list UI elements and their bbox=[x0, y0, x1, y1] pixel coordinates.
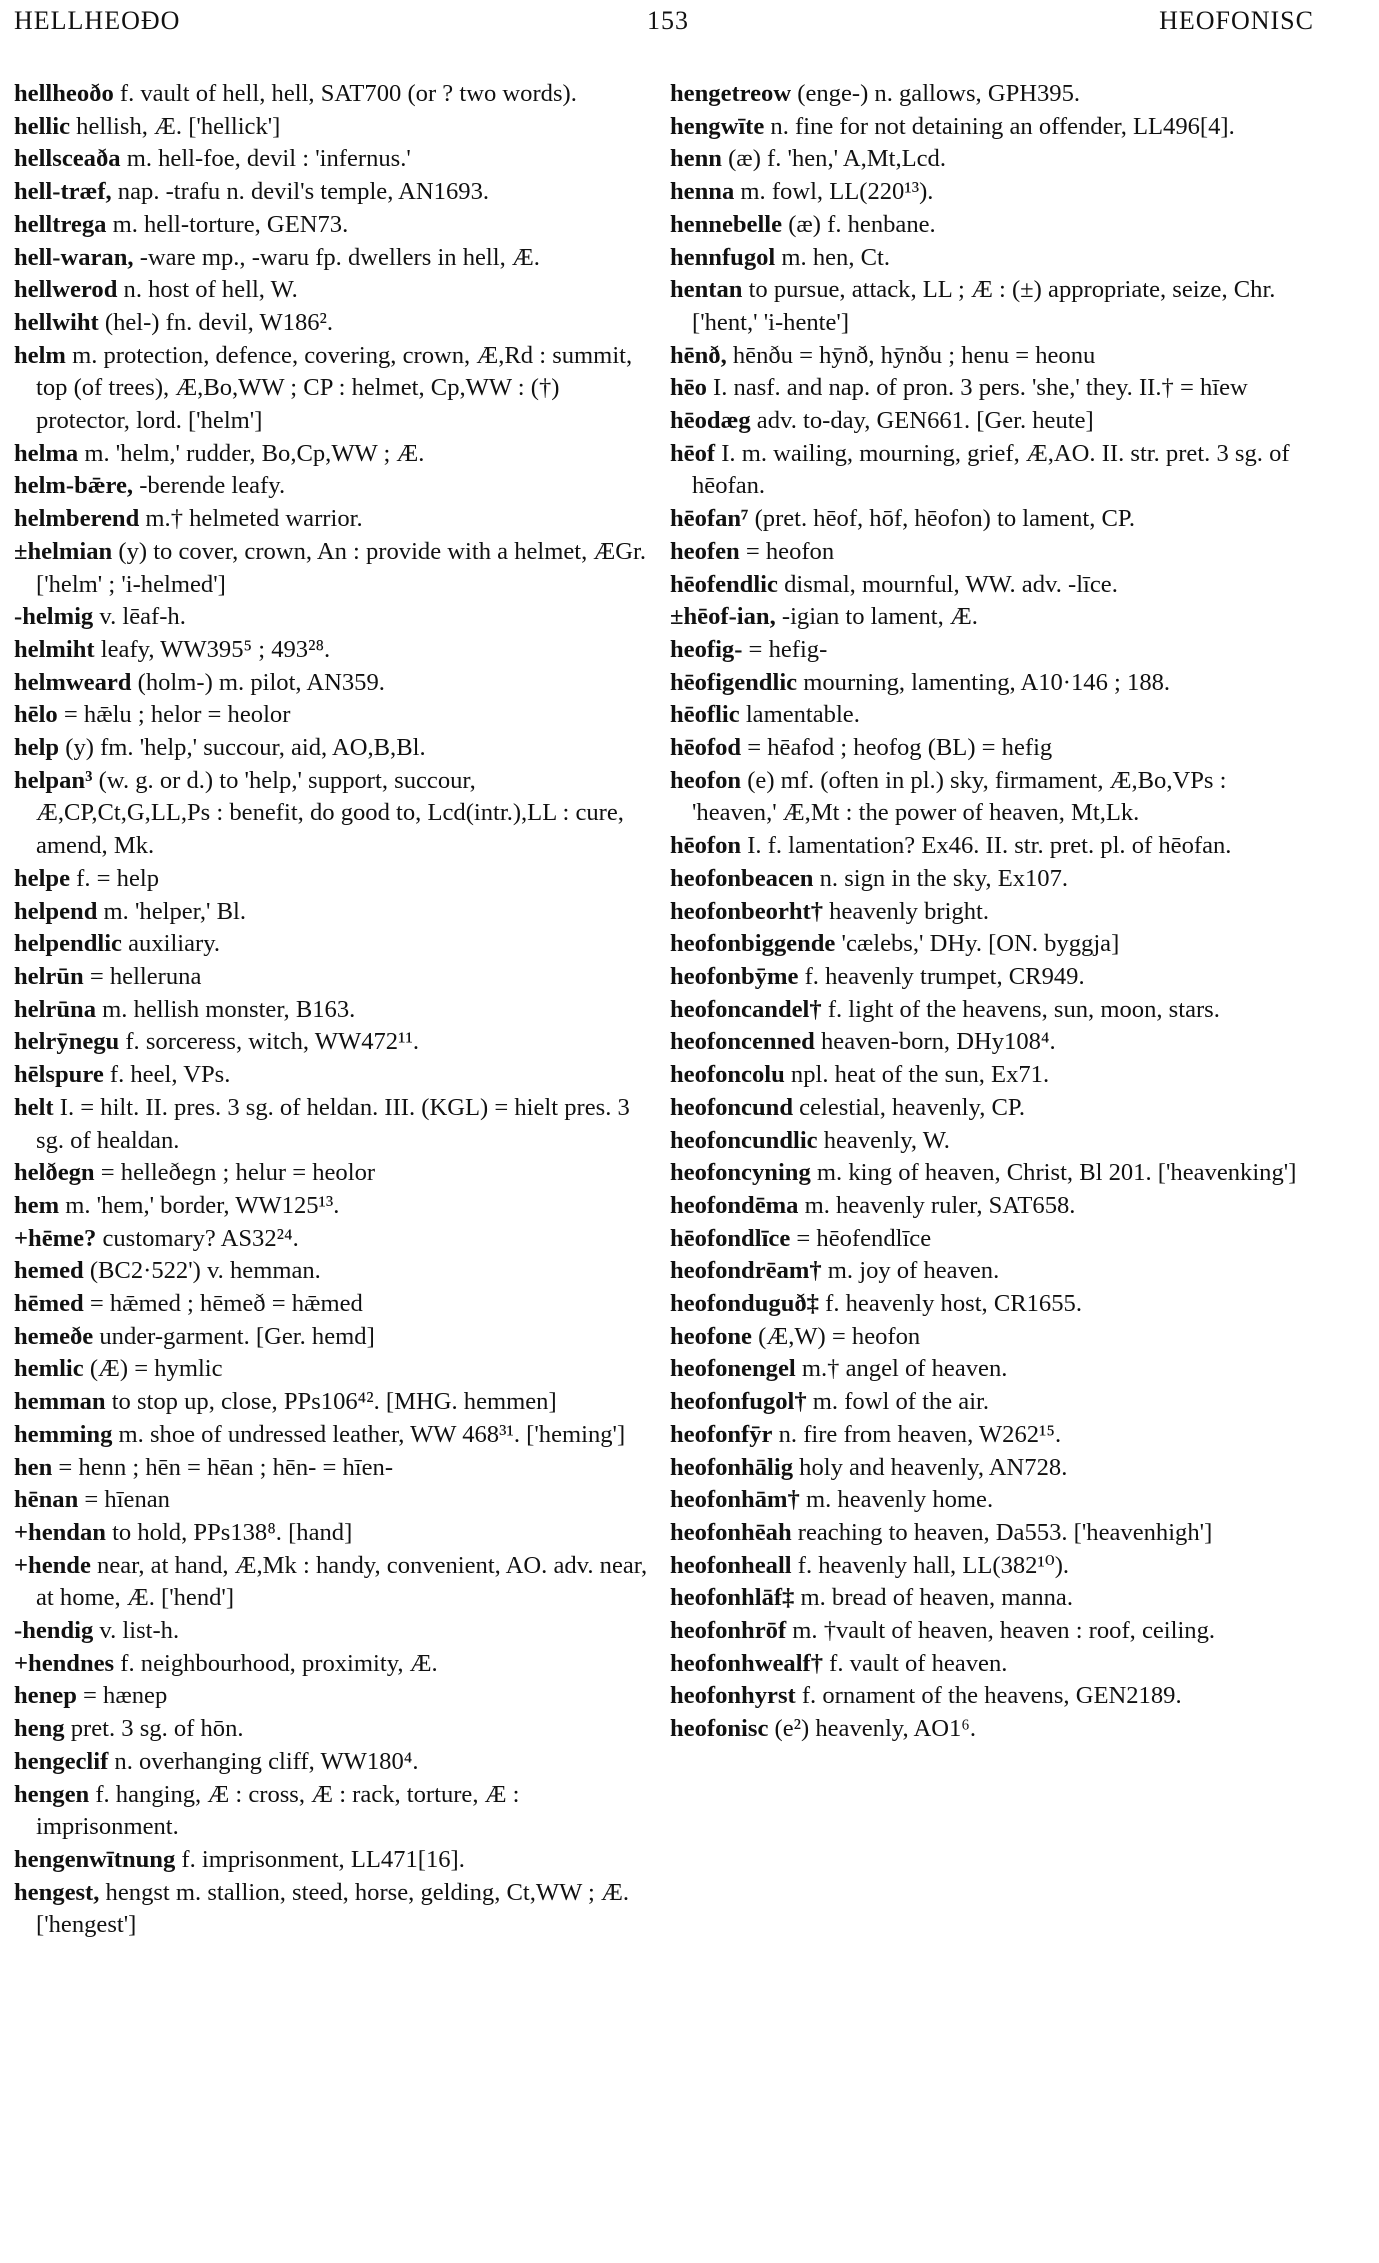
definition: n. host of hell, W. bbox=[117, 276, 298, 304]
headword: heofoncandel† bbox=[670, 995, 822, 1023]
definition: to pursue, attack, LL ; Æ : (±) appropriate, seize, Chr. ['hent,' 'i-hente'] bbox=[692, 276, 1276, 336]
dictionary-entry bbox=[670, 1321, 1310, 1354]
definition: I. nasf. and nap. of pron. 3 pers. 'she,' they. II.† = hīew bbox=[706, 374, 1248, 402]
definition: v. lēaf-h. bbox=[93, 603, 186, 631]
headword: hellwerod bbox=[14, 276, 118, 304]
dictionary-entry bbox=[14, 274, 654, 307]
dictionary-entry bbox=[14, 1190, 654, 1223]
dictionary-entry bbox=[670, 340, 1310, 373]
headword: hemlic bbox=[14, 1355, 84, 1383]
dictionary-entry bbox=[14, 1288, 654, 1321]
dictionary-entry bbox=[670, 274, 1310, 339]
definition: m. king of heaven, Christ, Bl 201. ['heavenking'] bbox=[810, 1159, 1297, 1187]
dictionary-entry bbox=[14, 1353, 654, 1386]
dictionary-entry bbox=[14, 1321, 654, 1354]
dictionary-entry bbox=[14, 1059, 654, 1092]
definition: npl. heat of the sun, Ex71. bbox=[784, 1061, 1050, 1089]
dictionary-entry bbox=[670, 1223, 1310, 1256]
dictionary-entry bbox=[670, 667, 1310, 700]
dictionary-entry bbox=[14, 1255, 654, 1288]
dictionary-entry bbox=[14, 307, 654, 340]
dictionary-entry bbox=[670, 1092, 1310, 1125]
dictionary-entry bbox=[14, 1550, 654, 1615]
dictionary-entry bbox=[14, 1648, 654, 1681]
definition: f. = help bbox=[70, 864, 160, 892]
headword: helrūn bbox=[14, 962, 84, 990]
headword: helt bbox=[14, 1093, 54, 1121]
definition: m. shoe of undressed leather, WW 468³¹. ['heming'] bbox=[112, 1420, 626, 1448]
dictionary-entry bbox=[14, 994, 654, 1027]
dictionary-entry bbox=[14, 78, 654, 111]
headword: hēlspure bbox=[14, 1061, 104, 1089]
dictionary-entry bbox=[670, 1648, 1310, 1681]
dictionary-entry bbox=[670, 569, 1310, 602]
headword: helm bbox=[14, 341, 66, 369]
dictionary-entry bbox=[14, 1517, 654, 1550]
dictionary-entry bbox=[14, 438, 654, 471]
dictionary-entry bbox=[14, 1713, 654, 1746]
definition: (e) mf. (often in pl.) sky, firmament, Æ,Bo,VPs : 'heaven,' Æ,Mt : the power of heaven, Mt,Lk. bbox=[692, 766, 1227, 827]
dictionary-entry bbox=[670, 1255, 1310, 1288]
dictionary-entry bbox=[670, 1680, 1310, 1713]
dictionary-entry bbox=[670, 209, 1310, 242]
definition: (Æ,W) = heofon bbox=[751, 1322, 921, 1350]
definition: m. joy of heaven. bbox=[821, 1257, 1000, 1285]
headword: hēmed bbox=[14, 1290, 84, 1318]
definition: f. heel, VPs. bbox=[103, 1061, 231, 1089]
headword: hennebelle bbox=[670, 210, 783, 238]
headword: hēofon bbox=[670, 832, 742, 860]
dictionary-entry bbox=[670, 1452, 1310, 1485]
definition: n. sign in the sky, Ex107. bbox=[813, 864, 1069, 892]
left-column bbox=[14, 78, 654, 1942]
dictionary-entry bbox=[670, 1353, 1310, 1386]
dictionary-entry bbox=[14, 1223, 654, 1256]
definition: to hold, PPs138⁸. [hand] bbox=[105, 1518, 353, 1546]
definition: (æ) f. 'hen,' A,Mt,Lcd. bbox=[721, 145, 946, 173]
headword: helpendlic bbox=[14, 930, 122, 958]
headword: hellheoðo bbox=[14, 80, 114, 107]
headword: heofonhlāf‡ bbox=[670, 1584, 795, 1612]
dictionary-entry bbox=[14, 863, 654, 896]
headword: heofonhālig bbox=[670, 1453, 793, 1481]
dictionary-entry bbox=[670, 765, 1310, 830]
dictionary-entry bbox=[14, 1092, 654, 1157]
headword: heofig- bbox=[670, 635, 743, 663]
headword: hengen bbox=[14, 1780, 90, 1808]
definition: m. heavenly home. bbox=[799, 1486, 994, 1514]
headword: hengetreow bbox=[670, 80, 792, 107]
headword: henna bbox=[670, 178, 735, 206]
dictionary-entry bbox=[14, 1779, 654, 1844]
headword: helmiht bbox=[14, 635, 95, 663]
dictionary-entry bbox=[14, 699, 654, 732]
headword: heofondrēam† bbox=[670, 1257, 822, 1285]
definition: auxiliary. bbox=[121, 930, 221, 958]
headword: heofonduguð‡ bbox=[670, 1290, 819, 1318]
dictionary-entry bbox=[670, 536, 1310, 569]
dictionary-entry bbox=[670, 78, 1310, 111]
headword: hēofendlic bbox=[670, 570, 778, 598]
definition: = hænep bbox=[76, 1682, 168, 1710]
definition: = hēofendlīce bbox=[790, 1224, 932, 1252]
headword: helm-bǣre, bbox=[14, 472, 134, 500]
dictionary-entry bbox=[670, 961, 1310, 994]
headword: heofonengel bbox=[670, 1355, 796, 1383]
definition: = helleðegn ; helur = heolor bbox=[94, 1159, 376, 1187]
dictionary-entry bbox=[670, 405, 1310, 438]
definition: m. fowl of the air. bbox=[806, 1388, 990, 1416]
definition: n. fire from heaven, W262¹⁵. bbox=[772, 1420, 1062, 1448]
definition: = henn ; hēn = hēan ; hēn- = hīen- bbox=[52, 1453, 394, 1481]
dictionary-entry bbox=[670, 503, 1310, 536]
headword: heofonheall bbox=[670, 1551, 792, 1579]
dictionary-entry bbox=[670, 1125, 1310, 1158]
definition: holy and heavenly, AN728. bbox=[793, 1453, 1068, 1481]
headword: hemman bbox=[14, 1388, 106, 1416]
definition: = heofon bbox=[739, 537, 835, 565]
headword: helrūna bbox=[14, 995, 96, 1023]
definition: m. 'hem,' border, WW125¹³. bbox=[59, 1191, 340, 1219]
header-left-guideword: HELLHEOÐO bbox=[14, 6, 181, 35]
definition: m. hell-foe, devil : 'infernus.' bbox=[120, 145, 411, 173]
dictionary-entry bbox=[14, 1452, 654, 1485]
definition: heavenly bright. bbox=[823, 897, 989, 925]
dictionary-entry bbox=[14, 1419, 654, 1452]
headword: henn bbox=[670, 145, 722, 173]
dictionary-entry bbox=[14, 765, 654, 863]
definition: f. vault of hell, hell, SAT700 (or ? two words). bbox=[113, 80, 577, 107]
dictionary-entry bbox=[14, 470, 654, 503]
headword: hēodæg bbox=[670, 407, 751, 435]
definition: n. fine for not detaining an offender, LL496[4]. bbox=[764, 112, 1235, 140]
definition: m. bread of heaven, manna. bbox=[794, 1584, 1073, 1612]
headword: heofoncund bbox=[670, 1093, 794, 1121]
definition: m. †vault of heaven, heaven : roof, ceiling. bbox=[786, 1617, 1216, 1645]
dictionary-entry bbox=[670, 176, 1310, 209]
definition: (holm-) m. pilot, AN359. bbox=[131, 668, 385, 696]
right-column bbox=[670, 78, 1310, 1746]
definition: = helleruna bbox=[83, 962, 202, 990]
definition: -igian to lament, Æ. bbox=[775, 603, 978, 631]
dictionary-entry bbox=[670, 1582, 1310, 1615]
dictionary-entry bbox=[670, 634, 1310, 667]
dictionary-entry bbox=[670, 372, 1310, 405]
headword: help bbox=[14, 734, 60, 762]
headword: hēof bbox=[670, 439, 716, 467]
dictionary-entry bbox=[670, 143, 1310, 176]
dictionary-entry bbox=[670, 896, 1310, 929]
dictionary-entry bbox=[14, 143, 654, 176]
dictionary-entry bbox=[14, 1026, 654, 1059]
definition: n. overhanging cliff, WW180⁴. bbox=[108, 1747, 419, 1775]
dictionary-entry bbox=[670, 928, 1310, 961]
dictionary-entry bbox=[670, 1386, 1310, 1419]
headword: hellwiht bbox=[14, 308, 99, 336]
headword: +hendnes bbox=[14, 1649, 115, 1677]
definition: (w. g. or d.) to 'help,' support, succour, Æ,CP,Ct,G,LL,Ps : benefit, do good to, Lcd(intr.),LL : cure, amend, Mk. bbox=[36, 766, 624, 860]
headword: heng bbox=[14, 1715, 65, 1743]
dictionary-entry bbox=[14, 601, 654, 634]
headword: hemming bbox=[14, 1420, 113, 1448]
dictionary-entry bbox=[14, 176, 654, 209]
headword: -helmig bbox=[14, 603, 94, 631]
headword: helrȳnegu bbox=[14, 1028, 120, 1056]
definition: dismal, mournful, WW. adv. -līce. bbox=[777, 570, 1118, 598]
dictionary-entry bbox=[670, 1419, 1310, 1452]
definition: -berende leafy. bbox=[133, 472, 286, 500]
headword: hell-waran, bbox=[14, 243, 134, 271]
dictionary-entry bbox=[14, 1386, 654, 1419]
headword: hellic bbox=[14, 112, 71, 140]
headword: heofoncolu bbox=[670, 1061, 785, 1089]
headword: heofone bbox=[670, 1322, 752, 1350]
definition: hellish, Æ. ['hellick'] bbox=[70, 112, 281, 140]
dictionary-entry bbox=[14, 1680, 654, 1713]
definition: I. m. wailing, mourning, grief, Æ,AO. II. str. pret. 3 sg. of hēofan. bbox=[692, 439, 1290, 500]
headword: hell-træf, bbox=[14, 178, 112, 206]
definition: m. 'helm,' rudder, Bo,Cp,WW ; Æ. bbox=[78, 439, 425, 467]
headword: heofonhyrst bbox=[670, 1682, 796, 1710]
definition: mourning, lamenting, A10·146 ; 188. bbox=[797, 668, 1171, 696]
page-header bbox=[14, 6, 1314, 46]
dictionary-entry bbox=[14, 1877, 654, 1942]
dictionary-entry bbox=[14, 503, 654, 536]
dictionary-entry bbox=[14, 209, 654, 242]
definition: f. vault of heaven. bbox=[823, 1649, 1008, 1677]
headword: helmweard bbox=[14, 668, 132, 696]
headword: heofoncenned bbox=[670, 1028, 815, 1056]
dictionary-entry bbox=[670, 438, 1310, 503]
definition: (BC2·522') v. hemman. bbox=[83, 1257, 321, 1285]
definition: = hēafod ; heofog (BL) = hefig bbox=[741, 734, 1053, 762]
definition: (hel-) fn. devil, W186². bbox=[98, 308, 334, 336]
headword: helma bbox=[14, 439, 79, 467]
definition: f. neighbourhood, proximity, Æ. bbox=[114, 1649, 438, 1677]
dictionary-entry bbox=[670, 699, 1310, 732]
definition: = hīenan bbox=[78, 1486, 170, 1514]
definition: (enge-) n. gallows, GPH395. bbox=[791, 80, 1081, 107]
dictionary-entry bbox=[14, 928, 654, 961]
definition: near, at hand, Æ,Mk : handy, convenient, AO. adv. near, at home, Æ. ['hend'] bbox=[36, 1551, 648, 1612]
dictionary-entry bbox=[670, 1713, 1310, 1746]
dictionary-entry bbox=[670, 1517, 1310, 1550]
headword: hēoflic bbox=[670, 701, 740, 729]
definition: pret. 3 sg. of hōn. bbox=[64, 1715, 244, 1743]
definition: (e²) heavenly, AO1⁶. bbox=[768, 1715, 976, 1743]
headword: heofoncundlic bbox=[670, 1126, 818, 1154]
headword: hengest, bbox=[14, 1878, 100, 1906]
headword: hellsceaða bbox=[14, 145, 121, 173]
definition: under-garment. [Ger. hemd] bbox=[93, 1322, 375, 1350]
headword: hem bbox=[14, 1191, 60, 1219]
definition: m.† angel of heaven. bbox=[795, 1355, 1008, 1383]
headword: heofonfȳr bbox=[670, 1420, 773, 1448]
definition: m. hell-torture, GEN73. bbox=[106, 210, 349, 238]
headword: -hendig bbox=[14, 1617, 94, 1645]
headword: hennfugol bbox=[670, 243, 776, 271]
definition: f. heavenly hall, LL(382¹⁰). bbox=[791, 1551, 1070, 1579]
definition: to stop up, close, PPs106⁴². [MHG. hemmen] bbox=[105, 1388, 557, 1416]
headword: heofon bbox=[670, 766, 742, 794]
dictionary-entry bbox=[14, 1157, 654, 1190]
definition: adv. to-day, GEN661. [Ger. heute] bbox=[750, 407, 1094, 435]
headword: ±helmian bbox=[14, 537, 113, 565]
page-number: 153 bbox=[647, 6, 689, 35]
dictionary-entry bbox=[670, 732, 1310, 765]
definition: f. light of the heavens, sun, moon, stars. bbox=[821, 995, 1220, 1023]
dictionary-entry bbox=[14, 340, 654, 438]
headword: hengeclif bbox=[14, 1747, 109, 1775]
header-right-guideword: HEOFONISC bbox=[1159, 6, 1314, 35]
definition: hengst m. stallion, steed, horse, gelding, Ct,WW ; Æ. ['hengest'] bbox=[36, 1878, 630, 1939]
definition: reaching to heaven, Da553. ['heavenhigh'] bbox=[791, 1518, 1213, 1546]
headword: heofonisc bbox=[670, 1715, 769, 1743]
definition: m. 'helper,' Bl. bbox=[97, 897, 246, 925]
headword: heofonbeacen bbox=[670, 864, 814, 892]
definition: = hǣlu ; helor = heolor bbox=[57, 701, 291, 729]
definition: f. heavenly host, CR1655. bbox=[818, 1290, 1082, 1318]
headword: +hendan bbox=[14, 1518, 106, 1546]
headword: helmberend bbox=[14, 505, 140, 533]
headword: henep bbox=[14, 1682, 77, 1710]
definition: celestial, heavenly, CP. bbox=[793, 1093, 1025, 1121]
headword: ±hēof-ian, bbox=[670, 603, 776, 631]
definition: heavenly, W. bbox=[817, 1126, 950, 1154]
headword: heofonbȳme bbox=[670, 962, 799, 990]
headword: heofonhām† bbox=[670, 1486, 800, 1514]
dictionary-entry bbox=[670, 242, 1310, 275]
definition: m. hellish monster, B163. bbox=[96, 995, 356, 1023]
definition: = hǣmed ; hēmeð = hǣmed bbox=[83, 1290, 363, 1318]
definition: m. fowl, LL(220¹³). bbox=[734, 178, 934, 206]
definition: f. sorceress, witch, WW472¹¹. bbox=[119, 1028, 419, 1056]
dictionary-entry bbox=[14, 732, 654, 765]
dictionary-entry bbox=[14, 634, 654, 667]
headword: +hende bbox=[14, 1551, 91, 1579]
dictionary-entry bbox=[14, 667, 654, 700]
headword: heofonbiggende bbox=[670, 930, 836, 958]
headword: hentan bbox=[670, 276, 743, 304]
definition: (y) to cover, crown, An : provide with a helmet, ÆGr. ['helm' ; 'i-helmed'] bbox=[36, 537, 647, 598]
definition: (æ) f. henbane. bbox=[782, 210, 936, 238]
definition: (y) fm. 'help,' succour, aid, AO,B,Bl. bbox=[59, 734, 426, 762]
headword: hengenwītnung bbox=[14, 1845, 176, 1873]
dictionary-entry bbox=[670, 830, 1310, 863]
headword: heofonbeorht† bbox=[670, 897, 824, 925]
definition: I. = hilt. II. pres. 3 sg. of heldan. III. (KGL) = hielt pres. 3 sg. of healdan. bbox=[36, 1093, 630, 1154]
definition: I. f. lamentation? Ex46. II. str. pret. pl. of hēofan. bbox=[741, 832, 1232, 860]
dictionary-entry bbox=[670, 1026, 1310, 1059]
definition: nap. -trafu n. devil's temple, AN1693. bbox=[111, 178, 490, 206]
dictionary-entry bbox=[670, 1190, 1310, 1223]
definition: -ware mp., -waru fp. dwellers in hell, Æ. bbox=[133, 243, 540, 271]
dictionary-entry bbox=[670, 1550, 1310, 1583]
headword: hemeðe bbox=[14, 1322, 94, 1350]
definition: 'cælebs,' DHy. [ON. byggja] bbox=[835, 930, 1120, 958]
definition: m. heavenly ruler, SAT658. bbox=[798, 1191, 1076, 1219]
headword: hēnan bbox=[14, 1486, 79, 1514]
definition: m. protection, defence, covering, crown, Æ,Rd : summit, top (of trees), Æ,Bo,WW ; CP : helmet, Cp,WW : (†) protector, lord. ['helm'] bbox=[36, 341, 633, 435]
headword: helpe bbox=[14, 864, 71, 892]
dictionary-entry bbox=[670, 994, 1310, 1027]
dictionary-entry bbox=[670, 1484, 1310, 1517]
dictionary-entry bbox=[670, 1059, 1310, 1092]
definition: v. list-h. bbox=[93, 1617, 180, 1645]
dictionary-entry bbox=[14, 961, 654, 994]
dictionary-entry bbox=[670, 111, 1310, 144]
dictionary-entry bbox=[14, 242, 654, 275]
headword: hēlo bbox=[14, 701, 58, 729]
definition: (pret. hēof, hōf, hēofon) to lament, CP. bbox=[748, 505, 1136, 533]
headword: heofondēma bbox=[670, 1191, 799, 1219]
definition: f. heavenly trumpet, CR949. bbox=[798, 962, 1085, 990]
headword: helðegn bbox=[14, 1159, 95, 1187]
headword: heofonhēah bbox=[670, 1518, 792, 1546]
dictionary-entry bbox=[14, 111, 654, 144]
headword: heofen bbox=[670, 537, 740, 565]
dictionary-entry bbox=[670, 1288, 1310, 1321]
headword: helpan³ bbox=[14, 766, 93, 794]
headword: hēofondlīce bbox=[670, 1224, 791, 1252]
definition: heaven-born, DHy108⁴. bbox=[814, 1028, 1056, 1056]
dictionary-entry bbox=[670, 601, 1310, 634]
dictionary-entry bbox=[14, 896, 654, 929]
headword: hēo bbox=[670, 374, 707, 402]
dictionary-entry bbox=[14, 1615, 654, 1648]
headword: hēnð, bbox=[670, 341, 727, 369]
definition: = hefig- bbox=[742, 635, 828, 663]
definition: f. imprisonment, LL471[16]. bbox=[175, 1845, 465, 1873]
dictionary-entry bbox=[14, 1484, 654, 1517]
headword: hengwīte bbox=[670, 112, 765, 140]
dictionary-entry bbox=[14, 536, 654, 601]
headword: heofonhrōf bbox=[670, 1617, 787, 1645]
definition: customary? AS32²⁴. bbox=[96, 1224, 299, 1252]
headword: hēofigendlic bbox=[670, 668, 798, 696]
headword: hēofan⁷ bbox=[670, 505, 749, 533]
headword: hēofod bbox=[670, 734, 742, 762]
headword: helltrega bbox=[14, 210, 107, 238]
dictionary-entry bbox=[670, 1157, 1310, 1190]
definition: lamentable. bbox=[739, 701, 860, 729]
headword: hemed bbox=[14, 1257, 84, 1285]
headword: heofonfugol† bbox=[670, 1388, 807, 1416]
definition: m. hen, Ct. bbox=[775, 243, 891, 271]
definition: hēnðu = hȳnð, hȳnðu ; henu = heonu bbox=[726, 341, 1096, 369]
definition: leafy, WW395⁵ ; 493²⁸. bbox=[94, 635, 331, 663]
dictionary-entry bbox=[14, 1844, 654, 1877]
definition: (Æ) = hymlic bbox=[83, 1355, 223, 1383]
definition: f. hanging, Æ : cross, Æ : rack, torture, Æ : imprisonment. bbox=[36, 1780, 520, 1841]
headword: helpend bbox=[14, 897, 98, 925]
definition: f. ornament of the heavens, GEN2189. bbox=[795, 1682, 1182, 1710]
definition: m.† helmeted warrior. bbox=[139, 505, 363, 533]
headword: hen bbox=[14, 1453, 53, 1481]
headword: heofonhwealf† bbox=[670, 1649, 824, 1677]
dictionary-entry bbox=[14, 1746, 654, 1779]
headword: +hēme? bbox=[14, 1224, 97, 1252]
headword: heofoncyning bbox=[670, 1159, 811, 1187]
dictionary-entry bbox=[670, 1615, 1310, 1648]
dictionary-entry bbox=[670, 863, 1310, 896]
